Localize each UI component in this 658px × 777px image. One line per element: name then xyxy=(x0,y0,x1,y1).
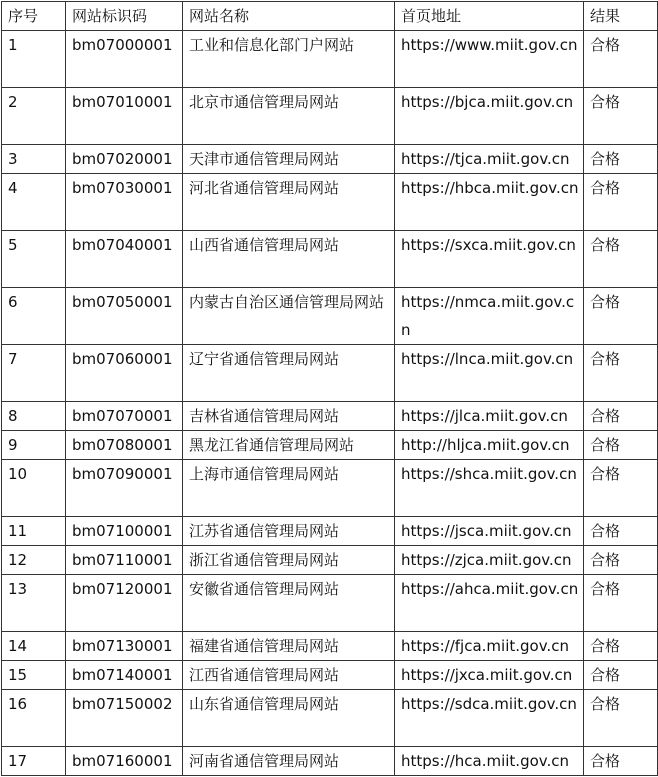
cell-result: 合格 xyxy=(584,31,658,88)
cell-serial-number: 6 xyxy=(2,288,66,345)
cell-serial-number: 1 xyxy=(2,31,66,88)
cell-result: 合格 xyxy=(584,88,658,145)
header-serial-number: 序号 xyxy=(2,2,66,31)
cell-site-code: bm07080001 xyxy=(66,431,183,460)
table-row xyxy=(2,231,658,288)
cell-site-code: bm07150002 xyxy=(66,690,183,747)
cell-result: 合格 xyxy=(584,632,658,661)
cell-homepage-url[interactable]: https://shca.miit.gov.cn xyxy=(395,460,584,517)
table-row xyxy=(2,402,658,431)
header-homepage-url: 首页地址 xyxy=(395,2,584,31)
cell-result: 合格 xyxy=(584,145,658,174)
cell-site-name: 黑龙江省通信管理局网站 xyxy=(183,431,395,460)
table-row xyxy=(2,174,658,231)
cell-homepage-url[interactable]: https://jlca.miit.gov.cn xyxy=(395,402,584,431)
cell-serial-number: 13 xyxy=(2,575,66,632)
cell-result: 合格 xyxy=(584,288,658,345)
cell-result: 合格 xyxy=(584,747,658,776)
cell-serial-number: 11 xyxy=(2,517,66,546)
cell-site-code: bm07060001 xyxy=(66,345,183,402)
cell-homepage-url[interactable]: https://nmca.miit.gov.cn xyxy=(395,288,584,345)
cell-site-code: bm07030001 xyxy=(66,174,183,231)
cell-site-code: bm07050001 xyxy=(66,288,183,345)
cell-site-code: bm07020001 xyxy=(66,145,183,174)
table-row xyxy=(2,288,658,345)
cell-homepage-url[interactable]: https://www.miit.gov.cn xyxy=(395,31,584,88)
cell-homepage-url[interactable]: https://jxca.miit.gov.cn xyxy=(395,661,584,690)
table-row xyxy=(2,632,658,661)
cell-site-name: 吉林省通信管理局网站 xyxy=(183,402,395,431)
cell-serial-number: 12 xyxy=(2,546,66,575)
cell-site-name: 辽宁省通信管理局网站 xyxy=(183,345,395,402)
cell-result: 合格 xyxy=(584,460,658,517)
cell-homepage-url[interactable]: http://hljca.miit.gov.cn xyxy=(395,431,584,460)
table-row xyxy=(2,517,658,546)
cell-serial-number: 4 xyxy=(2,174,66,231)
cell-result: 合格 xyxy=(584,546,658,575)
cell-result: 合格 xyxy=(584,345,658,402)
cell-homepage-url[interactable]: https://jsca.miit.gov.cn xyxy=(395,517,584,546)
cell-serial-number: 5 xyxy=(2,231,66,288)
cell-homepage-url[interactable]: https://hca.miit.gov.cn xyxy=(395,747,584,776)
cell-homepage-url[interactable]: https://hbca.miit.gov.cn xyxy=(395,174,584,231)
cell-site-code: bm07010001 xyxy=(66,88,183,145)
cell-homepage-url[interactable]: https://bjca.miit.gov.cn xyxy=(395,88,584,145)
cell-site-name: 江苏省通信管理局网站 xyxy=(183,517,395,546)
cell-site-name: 河南省通信管理局网站 xyxy=(183,747,395,776)
cell-serial-number: 2 xyxy=(2,88,66,145)
table-row xyxy=(2,661,658,690)
cell-site-code: bm07100001 xyxy=(66,517,183,546)
cell-site-name: 山东省通信管理局网站 xyxy=(183,690,395,747)
table-row xyxy=(2,460,658,517)
cell-result: 合格 xyxy=(584,661,658,690)
table-body xyxy=(2,31,658,776)
cell-site-name: 上海市通信管理局网站 xyxy=(183,460,395,517)
cell-serial-number: 8 xyxy=(2,402,66,431)
cell-homepage-url[interactable]: https://zjca.miit.gov.cn xyxy=(395,546,584,575)
table-row xyxy=(2,145,658,174)
table-row xyxy=(2,345,658,402)
cell-result: 合格 xyxy=(584,431,658,460)
cell-site-code: bm07140001 xyxy=(66,661,183,690)
website-evaluation-table xyxy=(1,1,658,776)
cell-serial-number: 17 xyxy=(2,747,66,776)
cell-site-code: bm07000001 xyxy=(66,31,183,88)
cell-serial-number: 14 xyxy=(2,632,66,661)
table-row xyxy=(2,31,658,88)
cell-result: 合格 xyxy=(584,517,658,546)
cell-homepage-url[interactable]: https://lnca.miit.gov.cn xyxy=(395,345,584,402)
cell-homepage-url[interactable]: https://tjca.miit.gov.cn xyxy=(395,145,584,174)
header-site-name: 网站名称 xyxy=(183,2,395,31)
cell-site-name: 浙江省通信管理局网站 xyxy=(183,546,395,575)
table-row xyxy=(2,88,658,145)
table-row xyxy=(2,575,658,632)
cell-site-name: 江西省通信管理局网站 xyxy=(183,661,395,690)
cell-result: 合格 xyxy=(584,575,658,632)
cell-homepage-url[interactable]: https://sxca.miit.gov.cn xyxy=(395,231,584,288)
header-result: 结果 xyxy=(584,2,658,31)
cell-result: 合格 xyxy=(584,231,658,288)
cell-site-code: bm07130001 xyxy=(66,632,183,661)
cell-serial-number: 9 xyxy=(2,431,66,460)
cell-site-code: bm07090001 xyxy=(66,460,183,517)
cell-homepage-url[interactable]: https://sdca.miit.gov.cn xyxy=(395,690,584,747)
cell-serial-number: 7 xyxy=(2,345,66,402)
table-row xyxy=(2,431,658,460)
cell-site-code: bm07070001 xyxy=(66,402,183,431)
cell-site-name: 山西省通信管理局网站 xyxy=(183,231,395,288)
header-site-code: 网站标识码 xyxy=(66,2,183,31)
table-row xyxy=(2,690,658,747)
cell-site-code: bm07160001 xyxy=(66,747,183,776)
cell-site-name: 天津市通信管理局网站 xyxy=(183,145,395,174)
table-row xyxy=(2,747,658,776)
table-header-row xyxy=(2,2,658,31)
cell-site-name: 河北省通信管理局网站 xyxy=(183,174,395,231)
cell-serial-number: 10 xyxy=(2,460,66,517)
cell-homepage-url[interactable]: https://ahca.miit.gov.cn xyxy=(395,575,584,632)
cell-site-code: bm07110001 xyxy=(66,546,183,575)
cell-site-name: 福建省通信管理局网站 xyxy=(183,632,395,661)
cell-serial-number: 15 xyxy=(2,661,66,690)
cell-result: 合格 xyxy=(584,402,658,431)
cell-site-code: bm07120001 xyxy=(66,575,183,632)
table-row xyxy=(2,546,658,575)
cell-homepage-url[interactable]: https://fjca.miit.gov.cn xyxy=(395,632,584,661)
cell-result: 合格 xyxy=(584,174,658,231)
cell-site-name: 工业和信息化部门户网站 xyxy=(183,31,395,88)
cell-site-code: bm07040001 xyxy=(66,231,183,288)
cell-site-name: 北京市通信管理局网站 xyxy=(183,88,395,145)
cell-serial-number: 3 xyxy=(2,145,66,174)
cell-result: 合格 xyxy=(584,690,658,747)
cell-serial-number: 16 xyxy=(2,690,66,747)
cell-site-name: 内蒙古自治区通信管理局网站 xyxy=(183,288,395,345)
cell-site-name: 安徽省通信管理局网站 xyxy=(183,575,395,632)
